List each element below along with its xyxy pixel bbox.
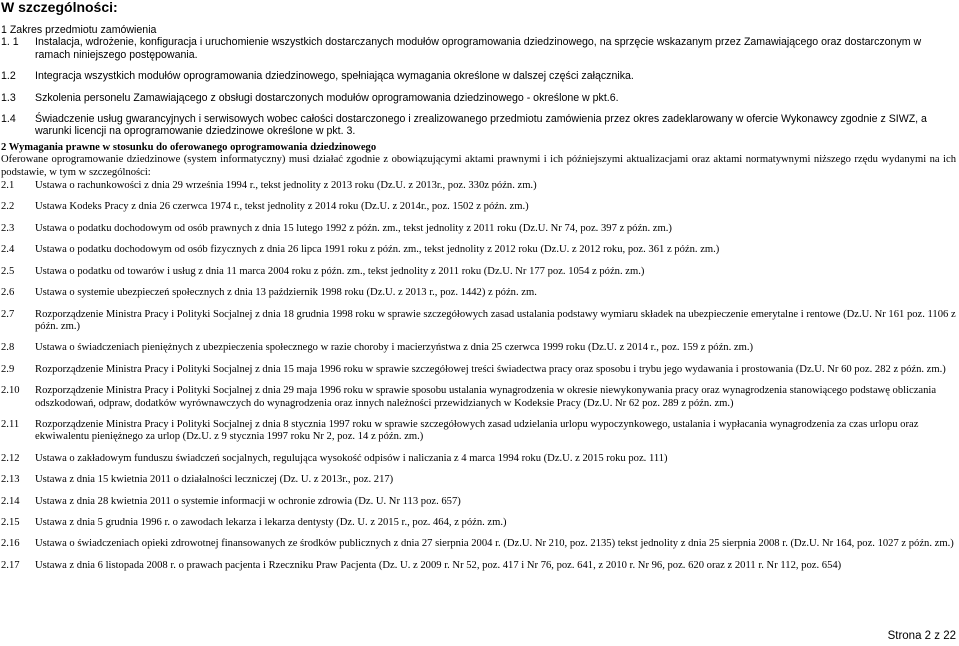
list-item [1,36,956,61]
item-text: Integracja wszystkich modułów oprogramowania dziedzinowego, spełniająca wymagania określone w dalszej części załącznika. [35,70,634,83]
list-item [1,201,956,213]
item-text: Ustawa z dnia 6 listopada 2008 r. o prawach pacjenta i Rzeczniku Praw Pacjenta (Dz. U. z 2009 r. Nr 52, poz. 417 i Nr 76, poz. 641, z 2010 r. Nr 96, poz. 620 oraz z 2011 r. Nr 112, poz. 654) [35,559,842,571]
list-item [1,419,956,444]
list-item [1,560,956,572]
item-number: 1.2 [1,70,16,83]
list-item [1,496,956,508]
list-item [1,538,956,550]
section-2-title: 2 Wymagania prawne w stosunku do oferowanego oprogramowania dziedzinowego [1,141,377,153]
section-1-title: 1 Zakres przedmiotu zamówienia [1,24,157,36]
list-item [1,223,956,235]
item-text: Rozporządzenie Ministra Pracy i Polityki Socjalnej z dnia 8 stycznia 1997 roku w sprawie szczegółowych zasad udzielania urlopu wypoczynkowego, ustalania i wypłacania wynagrodzenia za czas urlopu oraz ekwiwalentu pieniężnego za urlop (Dz.U. z 9 stycznia 1997 roku Nr 2, poz. 14 z późn. zm.) [35,418,919,443]
item-number: 2.4 [1,244,15,256]
list-item [1,244,956,256]
item-number: 2.15 [1,516,20,528]
page-number: Strona 2 z 22 [887,630,956,642]
item-number: 2.7 [1,308,15,320]
item-number: 2.17 [1,559,20,571]
item-number: 2.8 [1,342,15,354]
item-number: 2.2 [1,201,15,213]
item-text: Ustawa o podatku od towarów i usług z dnia 11 marca 2004 roku z późn. zm., tekst jednolity z 2011 roku (Dz.U. Nr 177 poz. 1054 z późn. zm.) [35,265,645,277]
item-number: 2.1 [1,180,15,192]
item-number: 2.12 [1,452,20,464]
item-number: 2.6 [1,287,15,299]
item-text: Ustawa o podatku dochodowym od osób prawnych z dnia 15 lutego 1992 z późn. zm., tekst jednolity z 2011 roku (Dz.U. Nr 74, poz. 397 z późn. zm.) [35,222,672,234]
item-number: 2.14 [1,495,20,507]
section-2-intro: Oferowane oprogramowanie dziedzinowe (system informatyczny) musi działać zgodnie z obowiązującymi aktami prawnymi i ich późniejszymi aktualizacjami oraz aktami normatywnymi niższego rzędu wydanymi na ich podstawie, w tym w szczególności: [1,154,956,178]
list-item [1,287,956,299]
list-item [1,517,956,529]
item-number: 1. 1 [1,36,19,49]
item-number: 2.9 [1,363,15,375]
list-item [1,364,956,376]
page-heading: W szczególności: [1,0,118,15]
list-item [1,180,956,192]
list-item [1,342,956,354]
item-text: Rozporządzenie Ministra Pracy i Polityki Socjalnej z dnia 15 maja 1996 roku w sprawie szczegółowej treści świadectwa pracy oraz sposobu i trybu jego wydawania i prostowania (Dz.U. Nr 60 poz. 282 z późn. zm.) [35,363,946,375]
item-text: Świadczenie usług gwarancyjnych i serwisowych wobec całości dostarczonego i zrealizowanego przedmiotu zamówienia przez okres zadeklarowany w ofercie Wykonawcy zgodnie z SIWZ, a warunki licencji na oprogramowanie dziedzinowe określone w pkt. 3. [35,113,927,138]
item-text: Rozporządzenie Ministra Pracy i Polityki Socjalnej z dnia 18 grudnia 1998 roku w sprawie szczegółowych zasad ustalania podstawy wymiaru składek na ubezpieczenie emerytalne i rentowe (Dz.U. Nr 161 poz. 1106 z późn. zm.) [35,308,956,332]
section-1-list [1,36,956,137]
item-text: Ustawa z dnia 28 kwietnia 2011 o systemie informacji w ochronie zdrowia (Dz. U. Nr 113 poz. 657) [35,495,461,507]
item-text: Instalacja, wdrożenie, konfiguracja i uruchomienie wszystkich dostarczanych modułów oprogramowania dziedzinowego, na sprzęcie wskazanym przez Zamawiającego oraz dostarczonym w ramach niniejszego postępowania. [35,36,922,61]
item-number: 2.3 [1,222,15,234]
item-text: Ustawa o systemie ubezpieczeń społecznych z dnia 13 październik 1998 roku (Dz.U. z 2013 r., poz. 1442) z późn. zm. [35,287,537,299]
item-number: 1.3 [1,91,16,104]
item-text: Ustawa z dnia 15 kwietnia 2011 o działalności leczniczej (Dz. U. z 2013r., poz. 217) [35,474,394,486]
item-number: 2.5 [1,265,15,277]
item-number: 2.16 [1,538,20,550]
document-body [1,24,956,572]
item-text: Ustawa Kodeks Pracy z dnia 26 czerwca 1974 r., tekst jednolity z 2014 roku (Dz.U. z 2014r., poz. 1502 z późn. zm.) [35,201,529,213]
item-number: 2.11 [1,418,20,430]
item-text: Ustawa z dnia 5 grudnia 1996 r. o zawodach lekarza i lekarza dentysty (Dz. U. z 2015 r., poz. 464, z późn. zm.) [35,516,507,528]
item-text: Ustawa o świadczeniach opieki zdrowotnej finansowanych ze środków publicznych z dnia 27 sierpnia 2004 r. (Dz.U. Nr 210, poz. 2135) tekst jednolity z dnia 25 sierpnia 2008 r. (Dz.U. Nr 164, poz. 1027 z późn. zm.) [35,538,954,550]
item-text: Szkolenia personelu Zamawiającego z obsługi dostarczonych modułów oprogramowania dziedzinowego - określone w pkt.6. [35,91,619,104]
list-item [1,266,956,278]
list-item [1,113,956,138]
item-text: Ustawa o świadczeniach pieniężnych z ubezpieczenia społecznego w razie choroby i macierzyństwa z dnia 25 czerwca 1999 roku (Dz.U. z 2014 r., poz. 159 z późn. zm.) [35,342,754,354]
item-text: Ustawa o zakładowym funduszu świadczeń socjalnych, regulująca wysokość odpisów i naliczania z 4 marca 1994 roku (Dz.U. z 2015 roku poz. 111) [35,452,668,464]
item-number: 1.4 [1,113,16,126]
list-item [1,385,956,410]
list-item [1,474,956,486]
list-item [1,309,956,334]
list-item [1,92,956,104]
item-number: 2.13 [1,474,20,486]
item-text: Rozporządzenie Ministra Pracy i Polityki Socjalnej z dnia 29 maja 1996 roku w sprawie sposobu ustalania wynagrodzenia w okresie niewykonywania pracy oraz wynagrodzenia stanowiącego podstawę obliczania odszkodowań, odpraw, dodatków wyrównawczych do wynagrodzenia oraz innych należności przewidzianych w Kodeksie Pracy (Dz.U. Nr 62 poz. 289 z późn. zm.) [35,385,937,409]
item-text: Ustawa o rachunkowości z dnia 29 września 1994 r., tekst jednolity z 2013 roku (Dz.U. z 2013r., poz. 330z późn. zm.) [35,180,537,192]
list-item [1,453,956,465]
section-2-list [1,180,956,572]
item-number: 2.10 [1,385,20,397]
item-text: Ustawa o podatku dochodowym od osób fizycznych z dnia 26 lipca 1991 roku z późn. zm., tekst jednolity z 2012 roku (Dz.U. z 2012 roku, poz. 361 z późn. zm.) [35,244,720,256]
list-item [1,70,956,82]
